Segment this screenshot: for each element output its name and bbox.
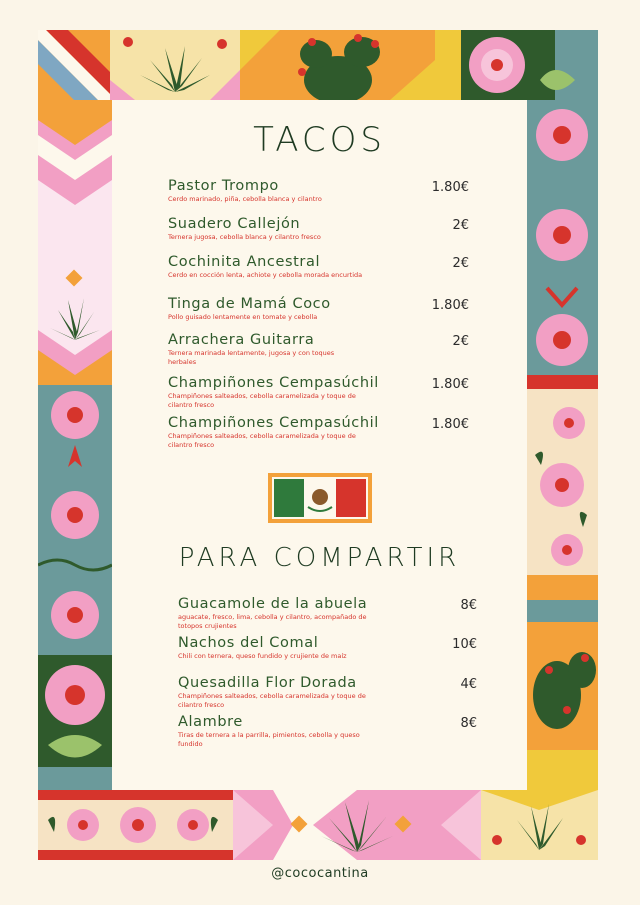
tile-flag-stripes xyxy=(38,30,110,100)
item-name: Pastor Trompo xyxy=(168,178,279,194)
item-description: Chili con ternera, queso fundido y crujiente de maíz xyxy=(178,652,347,660)
item-price: 2€ xyxy=(452,256,469,271)
tile-right-cactus xyxy=(527,600,598,790)
item-price: 2€ xyxy=(452,334,469,349)
tile-agave xyxy=(110,30,240,100)
stripes-pattern xyxy=(38,30,110,100)
item-description: Cerdo marinado, piña, cebolla blanca y cilantro xyxy=(168,195,322,203)
tile-right-flowers xyxy=(527,100,598,375)
item-description: Pollo guisado lentamente en tomate y cebolla xyxy=(168,313,318,321)
item-description: Cerdo en cocción lenta, achiote y cebolla morada encurtida xyxy=(168,271,363,279)
cactus-icon xyxy=(527,600,598,790)
tile-bottom-flowers xyxy=(38,790,233,860)
cactus-icon xyxy=(240,30,435,100)
item-price: 1.80€ xyxy=(431,417,469,432)
item-description: aguacate, fresco, lima, cebolla y cilantro, acompañado de totopos crujientes xyxy=(178,613,367,630)
item-price: 10€ xyxy=(452,637,477,652)
menu-item xyxy=(178,675,378,709)
item-price: 2€ xyxy=(452,218,469,233)
flower-column-icon xyxy=(527,100,598,375)
menu-item xyxy=(168,332,348,366)
flower-pattern-icon xyxy=(38,790,233,860)
menu-item xyxy=(168,296,368,322)
item-name: Nachos del Comal xyxy=(178,635,319,651)
menu-item xyxy=(178,596,378,630)
flower-column-icon xyxy=(38,385,112,655)
zigzag-pattern xyxy=(38,100,112,385)
item-description: Champiñones salteados, cebolla caramelizada y toque de cilantro fresco xyxy=(168,392,356,409)
tile-bottom-agave-yellow xyxy=(481,790,598,860)
agave-icon xyxy=(110,30,240,100)
item-name: Guacamole de la abuela xyxy=(178,596,368,612)
tile-right-cream-flowers xyxy=(527,375,598,600)
menu-item xyxy=(168,178,418,204)
tile-left-flower-big xyxy=(38,655,112,790)
flower-icon xyxy=(38,655,112,790)
menu-item xyxy=(168,375,379,409)
item-name: Cochinita Ancestral xyxy=(168,254,321,270)
item-description: Champiñones salteados, cebolla caramelizada y toque de cilantro fresco xyxy=(168,432,356,449)
tile-left-zigzag xyxy=(38,100,112,385)
item-name: Arrachera Guitarra xyxy=(168,332,315,348)
item-name: Suadero Callejón xyxy=(168,216,301,232)
tacos-title: TACOS xyxy=(253,120,386,160)
item-name: Champiñones Cempasúchil xyxy=(168,415,379,431)
tile-bottom-agave xyxy=(233,790,481,860)
menu-item xyxy=(168,254,368,280)
flower-icon xyxy=(435,30,598,100)
item-description: Tiras de ternera a la parrilla, pimientos, cebolla y queso fundido xyxy=(178,731,360,748)
menu-item xyxy=(178,635,368,661)
item-name: Tinga de Mamá Coco xyxy=(168,296,331,312)
para-compartir-title: PARA COMPARTIR xyxy=(178,543,461,573)
menu-item xyxy=(168,415,379,449)
item-name: Champiñones Cempasúchil xyxy=(168,375,379,391)
tile-cactus-top xyxy=(240,30,435,100)
item-name: Quesadilla Flor Dorada xyxy=(178,675,357,691)
menu-item xyxy=(168,216,368,242)
menu-page xyxy=(112,100,527,790)
item-price: 1.80€ xyxy=(431,298,469,313)
agave-icon xyxy=(481,790,598,860)
item-name: Alambre xyxy=(178,714,243,730)
item-description: Ternera marinada lentamente, jugosa y con toques herbales xyxy=(168,349,335,366)
flower-pattern-icon xyxy=(527,375,598,600)
menu-item xyxy=(178,714,378,748)
item-price: 1.80€ xyxy=(431,180,469,195)
mexican-flag-icon xyxy=(268,473,372,523)
agave-icon xyxy=(233,790,481,860)
tile-left-flowers xyxy=(38,385,112,655)
tile-flower-top xyxy=(435,30,598,100)
instagram-handle[interactable]: @cococantina xyxy=(271,866,369,881)
item-description: Champiñones salteados, cebolla caramelizada y toque de cilantro fresco xyxy=(178,692,366,709)
item-description: Ternera jugosa, cebolla blanca y cilantro fresco xyxy=(168,233,321,241)
item-price: 1.80€ xyxy=(431,377,469,392)
item-price: 8€ xyxy=(460,716,477,731)
item-price: 4€ xyxy=(460,677,477,692)
item-price: 8€ xyxy=(460,598,477,613)
